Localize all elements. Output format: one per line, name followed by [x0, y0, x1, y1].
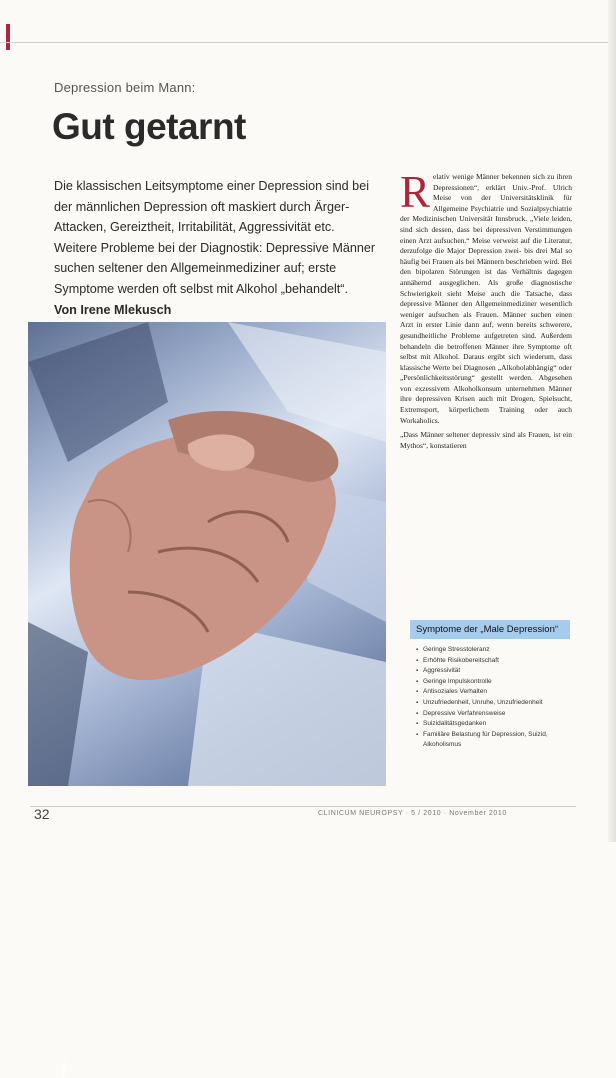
- paragraph-2: „Dass Männer seltener depressiv sind als Frauen, ist ein Mythos“, konstatieren: [400, 430, 572, 450]
- edge-color-mark: [6, 24, 10, 50]
- list-item: ▪ Unzufriedenheit, Unruhe, Unzufriedenheit: [416, 698, 570, 709]
- journal-footer: CLINICUM NEUROPSY · 5 / 2010 · November 2010: [318, 810, 507, 817]
- list-item: ▪ Suizidalitätsgedanken: [416, 719, 570, 730]
- page-edge-shadow: [608, 0, 616, 842]
- drop-cap: R: [400, 167, 431, 217]
- list-item: ▪ Familiäre Belastung für Depression, Suizid, Alkoholismus: [416, 730, 570, 751]
- list-item: ▪ Depressive Verfahrensweise: [416, 709, 570, 720]
- top-rule: [0, 42, 616, 43]
- list-item: ▪ Aggressivität: [416, 666, 570, 677]
- list-item: ▪ Antisoziales Verhalten: [416, 687, 570, 698]
- article-body: [400, 167, 572, 455]
- symptom-box: [410, 620, 570, 751]
- lead-paragraph: [54, 176, 380, 320]
- paragraph-1: [400, 167, 572, 426]
- paragraph-1-text: elativ wenige Männer bekennen sich zu ihren Depressionen“, erklärt Univ.-Prof. Ulrich Meise von der Universitätsklinik für Allgemeine Psychiatrie und Sozialpsychiatrie der Medizinischen Universität Innsbruck. „Viele leiden, sind sich dessen, dass bei depressiven Verstimmungen einen Arzt aufsuchen.“ Meise verweist auf die Literatur, derzufolge die Major Depression zwei- bis drei Mal so häufig bei Frauen als bei Männern beschrieben wird. Bei den bipolaren Störungen ist das Verhältnis dagegen annähernd ausgeglichen. Als große diagnostische Schwierigkeit sieht Meise auch die Tatsache, dass depressive Männer den Allgemeinmediziner wesentlich weniger aufsuchen als Frauen. Männer suchen einen Arzt in erster Linie dann auf, wenn bereits schwerere, gesundheitliche Probleme aufgetreten sind. Außerdem behandeln die betroffenen Männer ihre Symptome oft selbst mit Alkohol. Daraus ergibt sich wiederum, dass klassische Werte bei Diagnosen „Alkoholabhängig“ oder „Persönlichkeitsstörung“ gestellt werden. Abgesehen von exzessivem Alkoholkonsum unternehmen Männer ihre depressiven Krisen auch mit Drogen, Spielsucht, Extremsport, körperlichem Training oder auch Workaholics.: [400, 172, 572, 425]
- page-number: 32: [34, 806, 50, 822]
- symptom-list: [410, 639, 570, 751]
- list-item: ▪ Erhöhte Risikobereitschaft: [416, 656, 570, 667]
- page-title: Gut getarnt: [52, 106, 246, 147]
- photo-credit: Fotolia: [62, 1059, 68, 1078]
- list-item: ▪ Geringe Stresstoleranz: [416, 645, 570, 656]
- lead-text: Die klassischen Leitsymptome einer Depression sind bei der männlichen Depression oft maskiert durch Ärger-Attacken, Gereiztheit, Irritabilität, Aggressivität etc. Weitere Probleme bei der Diagnostik: Depressive Männer suchen seltener den Allgemeinmediziner auf; erste Symptome werden oft selbst mit Alkohol „behandelt“.: [54, 179, 376, 296]
- symptom-box-title: Symptome der „Male Depression“: [410, 620, 570, 639]
- fist-illustration: [28, 322, 386, 786]
- footer-rule: [30, 806, 576, 807]
- byline: Von Irene Mlekusch: [54, 302, 172, 317]
- kicker: Depression beim Mann:: [54, 80, 196, 95]
- list-item: ▪ Geringe Impulskontrolle: [416, 677, 570, 688]
